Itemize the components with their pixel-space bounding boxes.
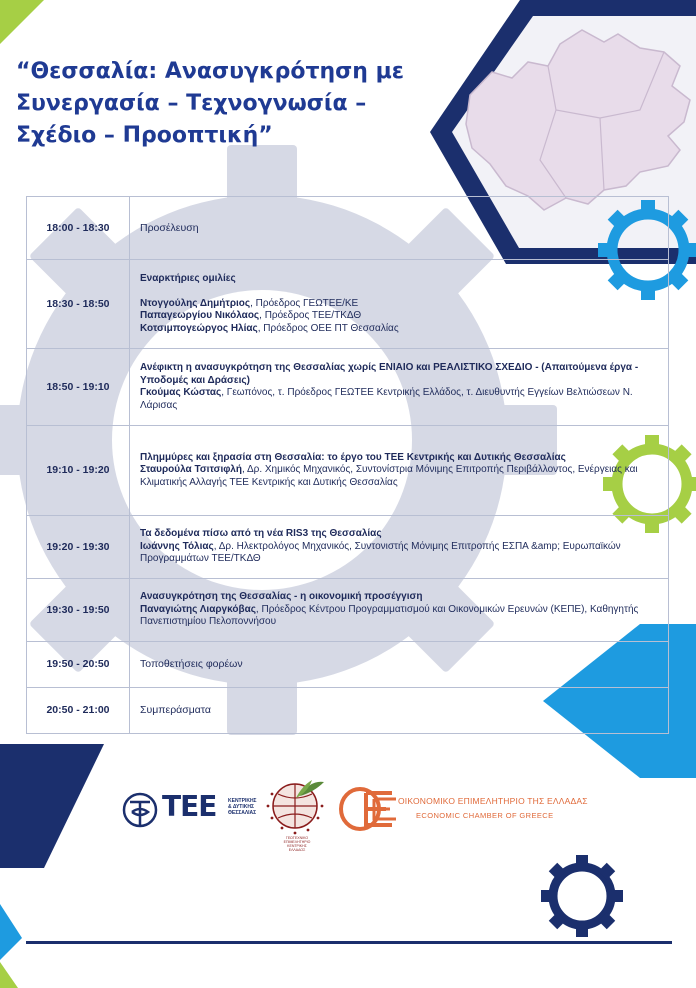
oee-name-greek: ΟΙΚΟΝΟΜΙΚΟ ΕΠΙΜΕΛΗΤΗΡΙΟ ΤΗΣ ΕΛΛΑΔΑΣ [398, 796, 588, 806]
speaker-role: , Γεωπόνος, τ. Πρόεδρος ΓΕΩΤΕΕ Κεντρικής Ελλάδος, τ. Διευθυντής Εγγείων Βελτιώσεων Ν. Λάρισας [140, 387, 633, 411]
item-text: Τοποθετήσεις φορέων [130, 642, 669, 688]
speaker [140, 541, 658, 566]
item-heading: Εναρκτήριες ομιλίες [140, 273, 236, 284]
table-row [27, 688, 669, 734]
speaker-name: Σταυρούλα Τσιτσιφλή [140, 464, 242, 476]
item-heading: Ανασυγκρότηση της Θεσσαλίας - η οικονομική προσέγγιση [140, 591, 423, 603]
title-line: Συνεργασία – Τεχνογνωσία – [16, 91, 367, 116]
navy-gear-icon [541, 855, 623, 937]
bottom-rule [26, 941, 672, 944]
speaker-role: , Πρόεδρος ΤΕΕ/ΤΚΔΘ [259, 310, 362, 321]
item-heading: Ανέφικτη η ανασυγκρότηση της Θεσσαλίας χωρίς ΕΝΙΑΙΟ και ΡΕΑΛΙΣΤΙΚΟ ΣΧΕΔΙΟ - (Απαιτούμενα έργα - Υποδομές και Δράσεις) [140, 362, 639, 386]
tee-logo-subtitle [228, 798, 257, 816]
table-row [27, 260, 669, 349]
item-heading: Πλημμύρες και ξηρασία στη Θεσσαλία: το έργο του ΤΕΕ Κεντρικής και Δυτικής Θεσσαλίας [140, 451, 566, 463]
table-row [27, 642, 669, 688]
oee-emblem-icon [338, 784, 398, 834]
speaker [140, 298, 658, 311]
item-heading: Τα δεδομένα πίσω από τη νέα RIS3 της Θεσσαλίας [140, 528, 382, 540]
time-cell: 19:30 - 19:50 [27, 579, 130, 642]
time-cell: 19:50 - 20:50 [27, 642, 130, 688]
speaker-name: Παναγιώτης Λιαργκόβας [140, 603, 256, 615]
item-text: Προσέλευση [130, 197, 669, 260]
table-row [27, 197, 669, 260]
speaker-name: Γκούμας Κώστας [140, 387, 222, 398]
item-description [130, 579, 669, 642]
time-cell: 18:00 - 18:30 [27, 197, 130, 260]
geotee-subtitle-line: ΚΕΝΤΡΙΚΗΣ [287, 844, 307, 848]
item-text: Συμπεράσματα [130, 688, 669, 734]
tee-emblem-icon [122, 788, 162, 832]
tee-subtitle-line: ΚΕΝΤΡΙΚΗΣ [228, 798, 257, 804]
geotee-logo-subtitle [280, 836, 314, 852]
time-cell: 18:30 - 18:50 [27, 260, 130, 349]
speaker [140, 604, 658, 629]
item-description [130, 516, 669, 579]
globe-leaf-icon [262, 776, 328, 836]
speaker [140, 387, 658, 412]
geotee-subtitle-line: ΕΛΛΑΔΟΣ [288, 848, 306, 852]
table-row [27, 426, 669, 516]
speaker-role: , Πρόεδρος ΓΕΩΤΕΕ/ΚΕ [250, 297, 359, 309]
speaker-role: , Πρόεδρος Κέντρου Προγραμματισμού και Οικονομικών Ερευνών (ΚΕΠΕ), Καθηγητής Πανεπιστημίου Πελοποννήσου [140, 603, 639, 628]
speaker-role: , Δρ. Ηλεκτρολόγος Μηχανικός, Συντονιστής Μόνιμης Επιτροπής ΕΣΠΑ &amp; Ευρωπαϊκών Προγραμμάτων ΤΕΕ/ΤΚΔΘ [140, 540, 621, 565]
tee-logo [122, 788, 260, 834]
speaker [140, 323, 658, 336]
table-row [27, 349, 669, 426]
speaker-name: Παπαγεωργίου Νικόλαος [140, 310, 260, 321]
speaker-role: , Πρόεδρος ΟΕΕ ΠΤ Θεσσαλίας [257, 322, 399, 334]
title-line: Σχέδιο – Προοπτική” [16, 123, 273, 148]
time-cell: 19:10 - 19:20 [27, 426, 130, 516]
page-title [16, 56, 436, 152]
oee-logo [338, 784, 588, 838]
sponsor-logos [118, 772, 588, 852]
speaker-role: , Δρ. Χημικός Μηχανικός, Συντονίστρια Μόνιμης Επιτροπής Περιβάλλοντος, Ενέργειας και Κλιματικής Αλλαγής ΤΕΕ Κεντρικής και Δυτικής Θεσσαλίας [140, 464, 638, 488]
tee-subtitle-line: ΘΕΣΣΑΛΙΑΣ [228, 810, 257, 816]
time-cell: 20:50 - 21:00 [27, 688, 130, 734]
table-row [27, 579, 669, 642]
speaker-name: Ντογγούλης Δημήτριος [140, 297, 251, 309]
time-cell: 19:20 - 19:30 [27, 516, 130, 579]
item-description [130, 426, 669, 516]
tee-subtitle-line: & ΔΥΤΙΚΗΣ [228, 804, 254, 810]
geotee-subtitle-line: ΓΕΩΤΕΧΝΙΚΟ ΕΠΙΜΕΛΗΤΗΡΙΟ [283, 836, 311, 844]
item-description [130, 260, 669, 349]
speaker-name: Κοτσιμπογεώργος Ηλίας [140, 322, 258, 334]
bottom-left-green [0, 962, 18, 988]
left-sky-shape [0, 904, 22, 960]
table-row [27, 516, 669, 579]
oee-name-english: ECONOMIC CHAMBER OF GREECE [416, 811, 554, 820]
item-description [130, 349, 669, 426]
speaker-name: Ιωάννης Τόλιας [140, 540, 214, 552]
schedule-table [26, 196, 669, 734]
corner-triangle-green [0, 0, 44, 44]
geotee-logo [262, 776, 328, 852]
time-cell: 18:50 - 19:10 [27, 349, 130, 426]
title-line: “Θεσσαλία: Ανασυγκρότηση με [16, 59, 405, 84]
speaker [140, 310, 658, 323]
tee-logo-text: ΤΕΕ [162, 790, 217, 823]
speaker [140, 464, 658, 489]
left-navy-shape [0, 744, 104, 868]
